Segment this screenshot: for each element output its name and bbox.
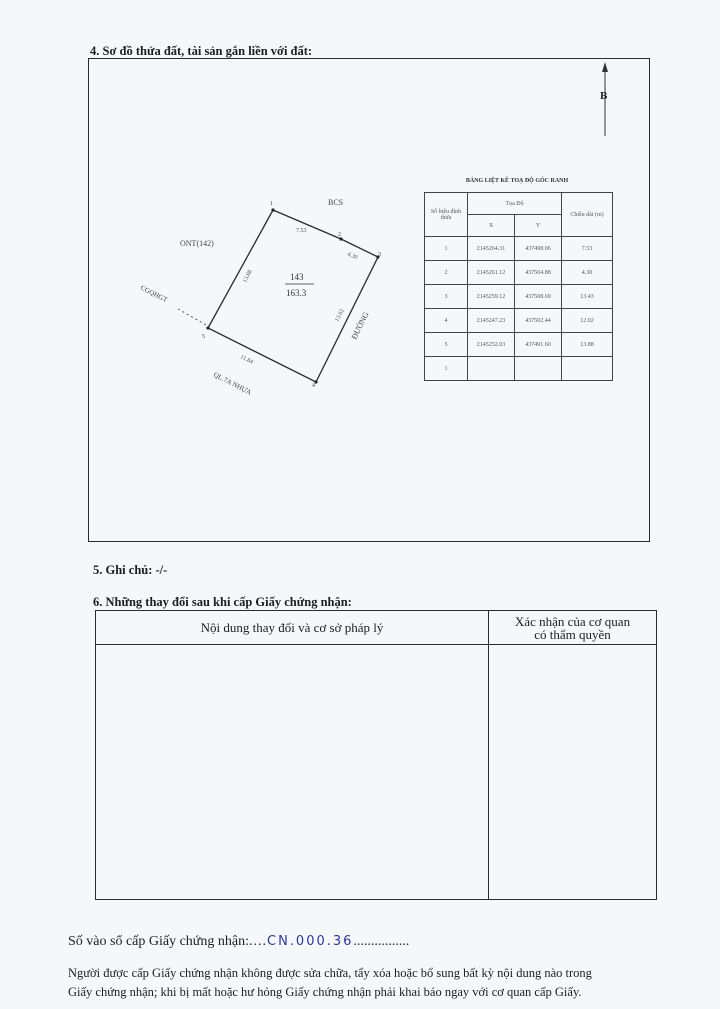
register-label: Số vào sổ cấp Giấy chứng nhận: [68,934,249,949]
coord-cell-x: 2145252.03 [468,333,515,357]
vertex-label: 4 [312,383,315,389]
coord-cell-x: 2145261.12 [468,261,515,285]
coord-row [425,261,613,285]
parcel-area: 163.3 [286,288,307,298]
coord-cell-pt: 1 [425,357,468,381]
coord-cell-pt: 4 [425,309,468,333]
notice-line-1: Người được cấp Giấy chứng nhận không được sửa chữa, tẩy xóa hoặc bổ sung bất kỳ nội dung nào trong [68,966,592,980]
coord-header-point: Số hiệu đỉnh thửa [425,193,468,237]
coord-cell-y: 437504.88 [515,261,562,285]
vertex-label: 2 [338,232,341,238]
changes-table [95,610,657,900]
note-heading: 5. Ghi chú: -/- [93,563,168,577]
edge-length-label: 13.88 [242,269,254,284]
neighbor-label-cgqhgt: CGQHGT [139,283,169,305]
vertex-marker [271,208,274,211]
coord-cell-x [468,357,515,381]
coord-cell-len: 4.30 [562,261,613,285]
coord-cell-pt: 3 [425,285,468,309]
notice-line-2: Giấy chứng nhận; khi bị mất hoặc hư hỏng Giấy chứng nhận phải khai báo ngay với cơ quan cấp Giấy. [68,985,582,999]
coord-cell-pt: 1 [425,237,468,261]
confirm-line-1: Xác nhận của cơ quan [514,613,631,629]
changes-content-cell [96,645,489,900]
neighbor-label-ont: ONT(142) [180,239,214,248]
edge-length-label: 4.30 [346,251,359,262]
edge-length-label: 13.62 [334,308,346,323]
coord-cell-y: 437502.44 [515,309,562,333]
coord-table [424,192,613,381]
vertex-marker [206,326,209,329]
coord-header-length: Chiều dài (m) [562,193,613,237]
coord-header-x: X [468,215,515,237]
coord-cell-x: 2145264.31 [468,237,515,261]
coord-cell-pt: 5 [425,333,468,357]
edge-length-label: 11.84 [239,354,254,366]
coord-cell-x: 2145259.12 [468,285,515,309]
north-label: B [600,90,608,102]
coord-row [425,237,613,261]
edge-length-label: 7.53 [296,228,307,234]
coord-cell-y: 437491.60 [515,333,562,357]
changes-heading: 6. Những thay đổi sau khi cấp Giấy chứng nhận: [93,595,352,609]
confirm-line-2: có thẩm quyền [534,626,611,642]
vertex-label: 3 [378,252,381,258]
coord-row [425,333,613,357]
coord-cell-len: 7.53 [562,237,613,261]
coord-cell-y: 437498.06 [515,237,562,261]
coord-table-title: BẢNG LIỆT KÊ TOẠ ĐỘ GÓC RANH [465,178,569,184]
register-value: CN.000.36 [267,934,354,949]
coord-cell-y: 437508.69 [515,285,562,309]
road-label-ql7a: QL.7A NHỰA [212,370,253,397]
coord-cell-len: 12.02 [562,309,613,333]
register-line: Số vào sổ cấp Giấy chứng nhận:....CN.000.36................ [68,934,410,949]
coord-header-coord: Tọa Độ [468,193,562,215]
changes-header-confirm [489,611,657,645]
coord-cell-y [515,357,562,381]
coord-cell-x: 2145247.23 [468,309,515,333]
diagram-heading: 4. Sơ đồ thửa đất, tài sản gắn liền với đất: [90,44,313,58]
coord-row [425,285,613,309]
neighbor-label-bcs: BCS [328,198,344,207]
parcel-number: 143 [290,272,304,282]
coord-row [425,309,613,333]
changes-header-content: Nội dung thay đổi và cơ sở pháp lý [96,611,489,645]
road-label-duong: ĐƯỜNG [349,310,371,341]
vertex-label: 5 [202,334,205,340]
changes-confirm-cell [489,645,657,900]
coord-cell-len: 13.43 [562,285,613,309]
coord-cell-len [562,357,613,381]
coord-cell-len: 13.88 [562,333,613,357]
north-arrow-head-icon [602,62,608,72]
coord-header-y: Y [515,215,562,237]
vertex-label: 1 [270,201,273,207]
coord-row [425,357,613,381]
dashed-boundary [178,309,208,326]
coord-cell-pt: 2 [425,261,468,285]
